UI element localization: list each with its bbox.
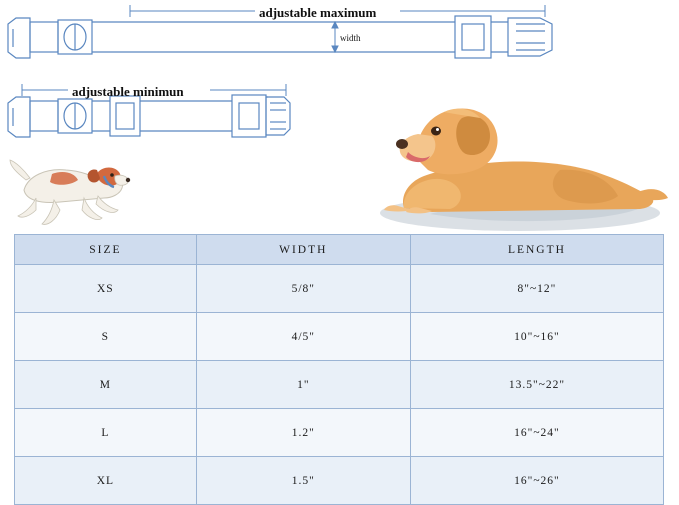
size-table-header <box>15 235 664 265</box>
table-header-row <box>15 235 664 265</box>
size-table-body <box>15 265 664 505</box>
table-row <box>15 313 664 361</box>
width-label: width <box>340 33 361 43</box>
header-size: SIZE <box>15 235 197 265</box>
cell-width: 4/5" <box>196 313 410 361</box>
cell-width: 1.2" <box>196 409 410 457</box>
cell-size: M <box>15 361 197 409</box>
cell-width: 5/8" <box>196 265 410 313</box>
cell-size: S <box>15 313 197 361</box>
table-row <box>15 265 664 313</box>
cell-length: 16"~24" <box>410 409 663 457</box>
adjustable-minimum-label: adjustable minimun <box>72 84 184 99</box>
cell-length: 13.5"~22" <box>410 361 663 409</box>
running-dog-illustration <box>10 160 130 224</box>
width-measure-arrow <box>332 22 338 52</box>
table-row <box>15 457 664 505</box>
lying-golden-retriever-illustration <box>380 108 668 231</box>
cell-length: 8"~12" <box>410 265 663 313</box>
collar-minimum-diagram <box>8 95 290 137</box>
cell-width: 1.5" <box>196 457 410 505</box>
cell-size: XL <box>15 457 197 505</box>
cell-length: 10"~16" <box>410 313 663 361</box>
size-table <box>14 234 664 505</box>
cell-length: 16"~26" <box>410 457 663 505</box>
table-row <box>15 361 664 409</box>
table-row <box>15 409 664 457</box>
header-length: LENGTH <box>410 235 663 265</box>
collar-diagram-area <box>0 0 679 235</box>
cell-size: XS <box>15 265 197 313</box>
adjustable-maximum-label: adjustable maximum <box>259 5 377 20</box>
collar-maximum-diagram <box>8 16 552 58</box>
cell-width: 1" <box>196 361 410 409</box>
header-width: WIDTH <box>196 235 410 265</box>
cell-size: L <box>15 409 197 457</box>
